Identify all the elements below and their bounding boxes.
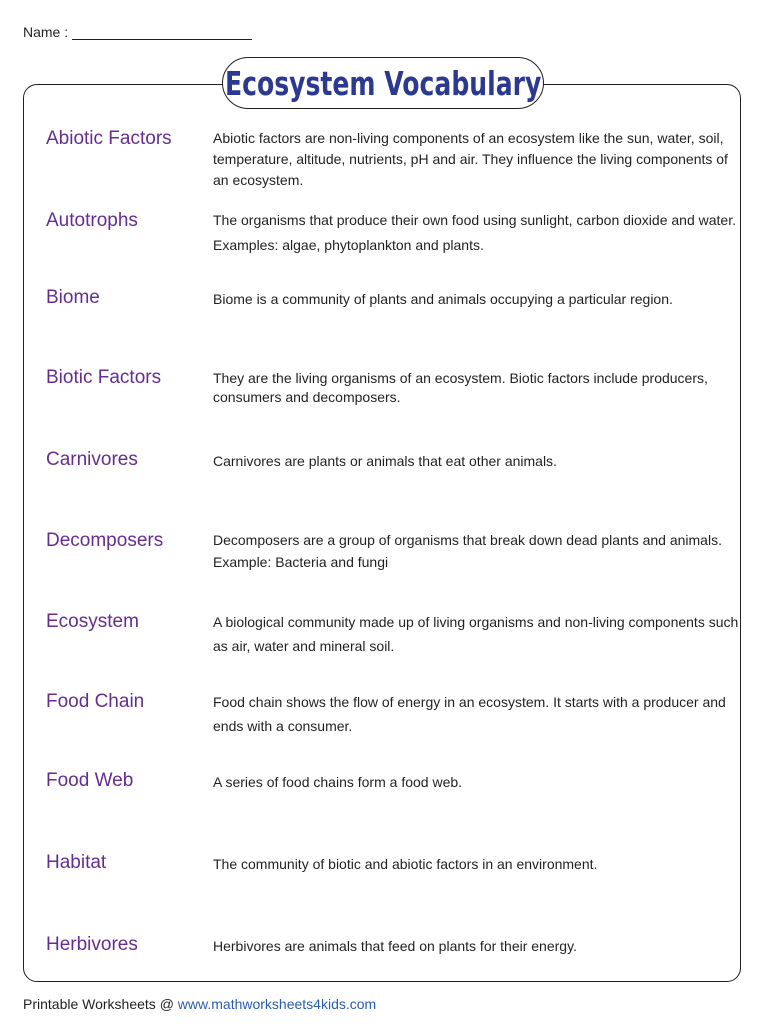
- vocab-definition: Food chain shows the flow of energy in an ecosystem. It starts with a producer and ends with a consumer.: [213, 694, 726, 734]
- footer-website-link[interactable]: www.mathworksheets4kids.com: [177, 996, 377, 1012]
- vocab-definition: The organisms that produce their own food using sunlight, carbon dioxide and water. Examples: algae, phytoplankton and plants.: [213, 212, 736, 253]
- footer-credit: [23, 996, 376, 1012]
- vocab-definition: Herbivores are animals that feed on plants for their energy.: [213, 938, 577, 954]
- vocab-definition: The community of biotic and abiotic factors in an environment.: [213, 856, 598, 872]
- vocab-term: Ecosystem: [46, 611, 139, 632]
- vocab-term: Carnivores: [46, 449, 138, 470]
- vocab-definition: Decomposers are a group of organisms that break down dead plants and animals. Example: Bacteria and fungi: [213, 532, 722, 570]
- vocab-term: Herbivores: [46, 934, 138, 955]
- name-field-row: [23, 21, 252, 40]
- name-label: Name :: [23, 24, 69, 40]
- vocab-term: Habitat: [46, 852, 107, 873]
- vocab-definition: Abiotic factors are non-living components of an ecosystem like the sun, water, soil, temperature, altitude, nutrients, pH and air. They influence the living components of an ecosystem.: [213, 130, 728, 188]
- vocab-definition: A series of food chains form a food web.: [213, 774, 463, 790]
- name-blank-line: [72, 21, 252, 40]
- vocab-term: Biome: [46, 287, 100, 308]
- vocab-term: Autotrophs: [46, 210, 138, 231]
- vocab-definition: They are the living organisms of an ecosystem. Biotic factors include producers, consumers and decomposers.: [213, 370, 708, 405]
- vocab-definition: A biological community made up of living organisms and non-living components such as air, water and mineral soil.: [213, 614, 739, 654]
- page-title: Ecosystem Vocabulary: [224, 63, 542, 103]
- vocab-term: Food Web: [46, 770, 134, 791]
- footer-prefix: Printable Worksheets @: [23, 996, 178, 1012]
- vocab-term: Food Chain: [46, 691, 145, 712]
- vocab-term: Biotic Factors: [46, 367, 162, 388]
- vocab-term: Abiotic Factors: [46, 128, 172, 149]
- vocab-definition: Biome is a community of plants and animals occupying a particular region.: [213, 291, 673, 307]
- vocab-definition: Carnivores are plants or animals that eat other animals.: [213, 453, 557, 469]
- title-banner: [222, 57, 544, 109]
- vocab-term: Decomposers: [46, 530, 164, 551]
